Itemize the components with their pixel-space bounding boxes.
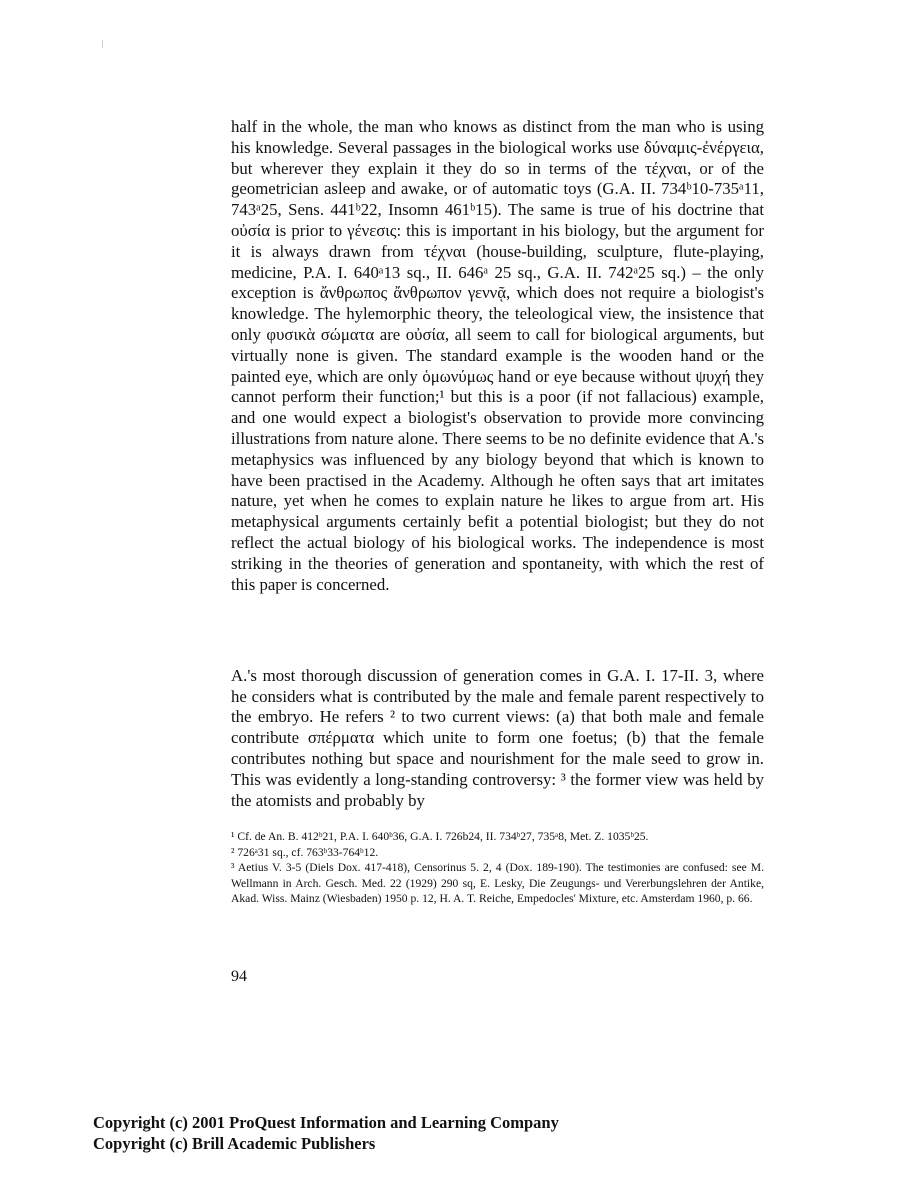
page-number: 94 — [231, 968, 247, 985]
copyright-line-2: Copyright (c) Brill Academic Publishers — [93, 1134, 376, 1153]
paragraph-2: A.'s most thorough discussion of generation comes in G.A. I. 17-II. 3, where he considers what is contributed by the male and female parent respectively to the embryo. He refers ² to two current views: (a) that both male and female contribute σπέρματα which unite to form one foetus; (b) that the female contributes nothing but space and nourishment for the male seed to grow in. This was evidently a long-standing controversy: ³ the former view was held by the atomists and probably by — [231, 665, 764, 810]
footnote-2: ² 726ᵃ31 sq., cf. 763ᵇ33-764ᵇ12. — [231, 845, 379, 859]
footnote-3: ³ Aetius V. 3-5 (Diels Dox. 417-418), Censorinus 5. 2, 4 (Dox. 189-190). The testimonies are confused: see M. Wellmann in Arch. Gesch. Med. 22 (1929) 290 sq, E. Lesky, Die Zeugungs- und Vererbungslehren der Antike, Akad. Wiss. Mainz (Wiesbaden) 1950 p. 12, H. A. T. Reiche, Empedocles' Mixture, etc. Amsterdam 1960, p. 66. — [231, 861, 764, 906]
paragraph-1: half in the whole, the man who knows as distinct from the man who is using his knowledge. Several passages in the biological works use δύναμις-ἐνέργεια, but wherever they explain it they do so in terms of the τέχναι, or of the geometrician asleep and awake, or of automatic toys (G.A. II. 734ᵇ10-735ᵃ11, 743ᵃ25, Sens. 441ᵇ22, Insomn 461ᵇ15). The same is true of his doctrine that οὐσία is prior to γένεσις: this is important in his biology, but the argument for it is always drawn from τέχναι (house-building, sculpture, flute-playing, medicine, P.A. I. 640ᵃ13 sq., II. 646ᵃ 25 sq., G.A. II. 742ᵃ25 sq.) – the only exception is ἄνθρωπος ἄνθρωπον γεννᾷ, which does not require a biologist's knowledge. The hylemorphic theory, the teleological view, the insistence that only φυσικὰ σώματα are οὐσία, all seem to call for biological arguments, but virtually none is given. The standard example is the wooden hand or the painted eye, which are only ὁμωνύμως hand or eye because without ψυχή they cannot perform their function;¹ but this is a poor (if not fallacious) example, and one would expect a biologist's observation to provide more convincing illustrations from nature alone. There seems to be no definite evidence that A.'s metaphysics was influenced by any biology beyond that which is known to have been practised in the Academy. Although he often says that art imitates nature, yet when he comes to explain nature he likes to argue from art. His metaphysical arguments certainly befit a potential biologist; but they do not reflect the actual biology of his biological works. The independence is most striking in the theories of generation and spontaneity, with which the rest of this paper is concerned. — [231, 117, 764, 594]
body-text-block-2 — [231, 649, 764, 828]
copyright-notice — [93, 1112, 559, 1154]
footnote-1: ¹ Cf. de An. B. 412ᵇ21, P.A. I. 640ᵇ36, G.A. I. 726b24, II. 734ᵇ27, 735ᵃ8, Met. Z. 1035ᵇ25. — [231, 830, 649, 843]
footnotes-section — [231, 829, 764, 907]
copyright-line-1: Copyright (c) 2001 ProQuest Information and Learning Company — [93, 1113, 559, 1132]
scan-margin-mark — [102, 40, 103, 48]
body-text-block-1 — [231, 117, 764, 595]
